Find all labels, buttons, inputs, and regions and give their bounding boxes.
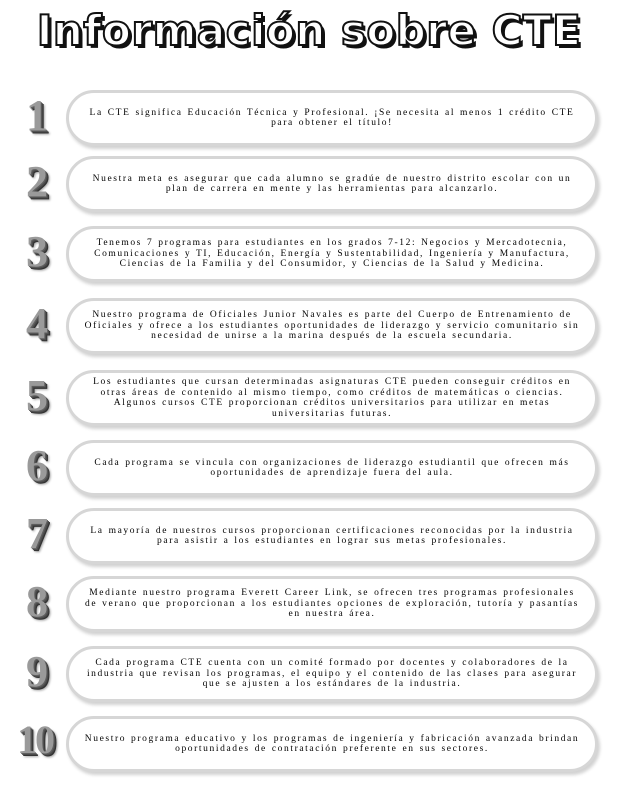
- item-number: 1: [26, 91, 48, 140]
- item-text-box: [66, 90, 598, 146]
- item-text: La mayoría de nuestros cursos proporcionan certificaciones reconocidas por la industria para asistir a los estudiantes en lograr sus metas profesionales.: [90, 525, 574, 546]
- list-item: [0, 90, 618, 152]
- item-text-box: [66, 370, 598, 426]
- item-text-box: [66, 298, 598, 354]
- list-item: [0, 576, 618, 638]
- list-item: [0, 298, 618, 360]
- item-text-box: [66, 156, 598, 212]
- item-number: 8: [26, 577, 48, 626]
- list-item: [0, 370, 618, 432]
- page-title: Información sobre CTE: [36, 6, 582, 55]
- item-text-box: [66, 716, 598, 772]
- list-item: [0, 226, 618, 288]
- item-text: Mediante nuestro programa Everett Career Link, se ofrecen tres programas profesionales de verano que proporcionan a los estudiantes opciones de exploración, tutoría y pasantías en nuestra área.: [85, 588, 579, 620]
- item-text-box: [66, 440, 598, 496]
- item-number: 3: [26, 227, 48, 276]
- item-text: Nuestra meta es asegurar que cada alumno se gradúe de nuestro distrito escolar con un plan de carrera en mente y las herramientas para alcanzarlo.: [92, 173, 572, 194]
- item-number: 7: [26, 509, 48, 558]
- list-item: [0, 440, 618, 502]
- item-number: 6: [26, 441, 48, 490]
- item-text-box: [66, 508, 598, 564]
- item-number: 9: [26, 647, 48, 696]
- list-item: [0, 508, 618, 570]
- item-text: Cada programa se vincula con organizaciones de liderazgo estudiantil que ofrecen más oportunidades de aprendizaje fuera del aula.: [94, 457, 570, 478]
- item-number: 10: [17, 717, 53, 762]
- item-text: La CTE significa Educación Técnica y Profesional. ¡Se necesita al menos 1 crédito CTE para obtener el título!: [89, 107, 575, 128]
- list-item: [0, 156, 618, 218]
- item-text: Nuestro programa de Oficiales Junior Navales es parte del Cuerpo de Entrenamiento de Oficiales y ofrece a los estudiantes oportunidades de liderazgo y servicio comunitario sin necesidad de unirse a la marina después de la escuela secundaria.: [84, 310, 580, 342]
- item-text-box: [66, 226, 598, 282]
- list-item: [0, 716, 618, 778]
- item-number: 4: [26, 299, 48, 348]
- item-text-box: [66, 646, 598, 702]
- item-number: 2: [26, 157, 48, 206]
- item-text: Nuestro programa educativo y los programas de ingeniería y fabricación avanzada brindan oportunidades de contratación preferente en sus sectores.: [84, 733, 580, 754]
- item-text: Los estudiantes que cursan determinadas asignaturas CTE pueden conseguir créditos en otras áreas de contenido al mismo tiempo, como créditos de matemáticas o ciencias. Algunos cursos CTE proporcionan créditos universitarios para utilizar en metas universitarias futuras.: [93, 377, 571, 419]
- item-text-box: [66, 576, 598, 632]
- item-number: 5: [26, 371, 48, 420]
- list-item: [0, 646, 618, 708]
- item-text: Tenemos 7 programas para estudiantes en los grados 7-12: Negocios y Mercadotecnia, Comunicaciones y TI, Educación, Energía y Sustentabilidad, Ingeniería y Manufactura, Ciencias de la Familia y del Consumidor, y Ciencias de la Salud y Medicina.: [94, 238, 570, 270]
- item-text: Cada programa CTE cuenta con un comité formado por docentes y colaboradores de la industria que revisan los programas, el equipo y el contenido de las clases para asegurar que se ajusten a los estándares de la industria.: [86, 658, 578, 690]
